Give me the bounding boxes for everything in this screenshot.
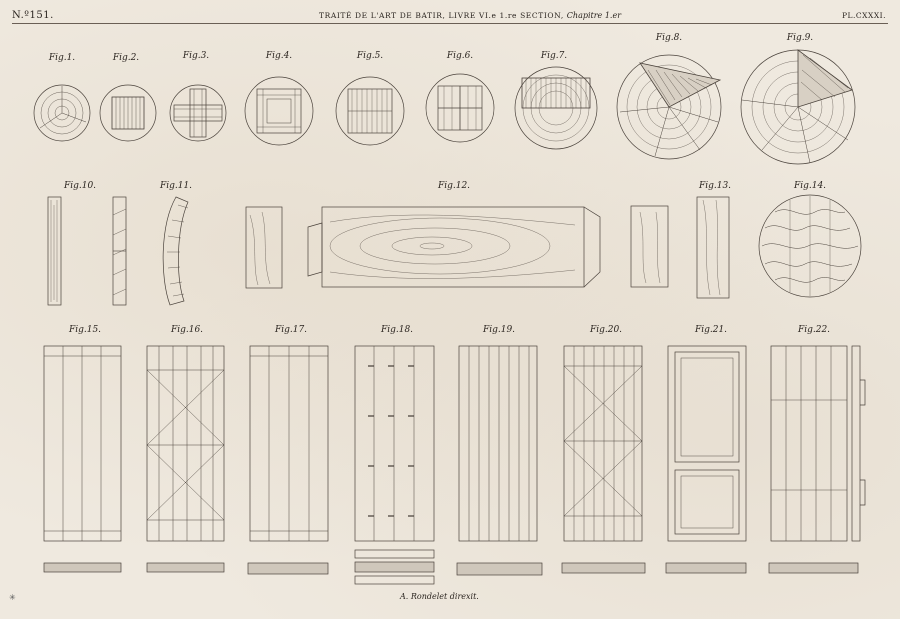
- plate-title-chapter: Chapitre 1.er: [566, 11, 622, 20]
- fig9-log-section: [741, 50, 855, 164]
- fig11-curved-plank: [163, 197, 188, 305]
- fig-label-15: Fig.15.: [68, 325, 102, 335]
- fig-label-17: Fig.17.: [274, 325, 308, 335]
- fig-label-18: Fig.18.: [380, 325, 414, 335]
- fig-label-4: Fig.4.: [265, 51, 293, 61]
- fig-label-12: Fig.12.: [437, 181, 471, 191]
- fig-label-6: Fig.6.: [446, 51, 474, 61]
- fig16-door: [147, 346, 224, 572]
- engraver-credit: A. Rondelet direxit.: [400, 592, 479, 601]
- corner-mark-icon: ✳: [9, 593, 16, 602]
- fig10-plank-edge: [48, 197, 126, 305]
- fig2-log-section: [100, 85, 156, 141]
- fig-label-14: Fig.14.: [793, 181, 827, 191]
- fig3-log-section: [170, 85, 226, 141]
- fig-label-22: Fig.22.: [797, 325, 831, 335]
- plate-title-main: TRAITÉ DE L'ART DE BATIR, LIVRE VI.e 1.re SECTION,: [318, 11, 564, 20]
- fig6-log-section: [426, 74, 494, 142]
- fig13-timber-block: [697, 197, 729, 298]
- fig8-log-section: [617, 55, 721, 159]
- fig14-woven-log-section: [759, 195, 861, 297]
- fig5-log-section: [336, 77, 404, 145]
- fig-label-21: Fig.21.: [694, 325, 728, 335]
- fig-label-19: Fig.19.: [482, 325, 516, 335]
- fig-label-13: Fig.13.: [698, 181, 732, 191]
- fig15-door: [44, 346, 121, 572]
- fig-label-1: Fig.1.: [48, 53, 76, 63]
- plate-number: N.º151.: [12, 10, 54, 21]
- fig-label-7: Fig.7.: [540, 51, 568, 61]
- plate-code: PL.CXXXI.: [841, 11, 886, 20]
- fig20-door: [562, 346, 645, 573]
- fig-label-10: Fig.10.: [63, 181, 97, 191]
- fig-label-8: Fig.8.: [655, 33, 683, 43]
- fig17-door: [248, 346, 328, 574]
- fig-label-2: Fig.2.: [112, 53, 140, 63]
- fig12-timber-beam: [246, 206, 668, 288]
- fig18-door: [355, 346, 434, 584]
- fig21-panel-door: [666, 346, 746, 573]
- fig19-door: [457, 346, 542, 575]
- fig-label-9: Fig.9.: [786, 33, 814, 43]
- fig-label-3: Fig.3.: [182, 51, 210, 61]
- fig4-log-section: [245, 77, 313, 145]
- fig7-log-section: [515, 67, 597, 149]
- fig-label-16: Fig.16.: [170, 325, 204, 335]
- fig-label-5: Fig.5.: [356, 51, 384, 61]
- fig1-log-section: [34, 85, 90, 141]
- fig-label-20: Fig.20.: [589, 325, 623, 335]
- fig-label-11: Fig.11.: [159, 181, 193, 191]
- fig22-door: [769, 346, 865, 573]
